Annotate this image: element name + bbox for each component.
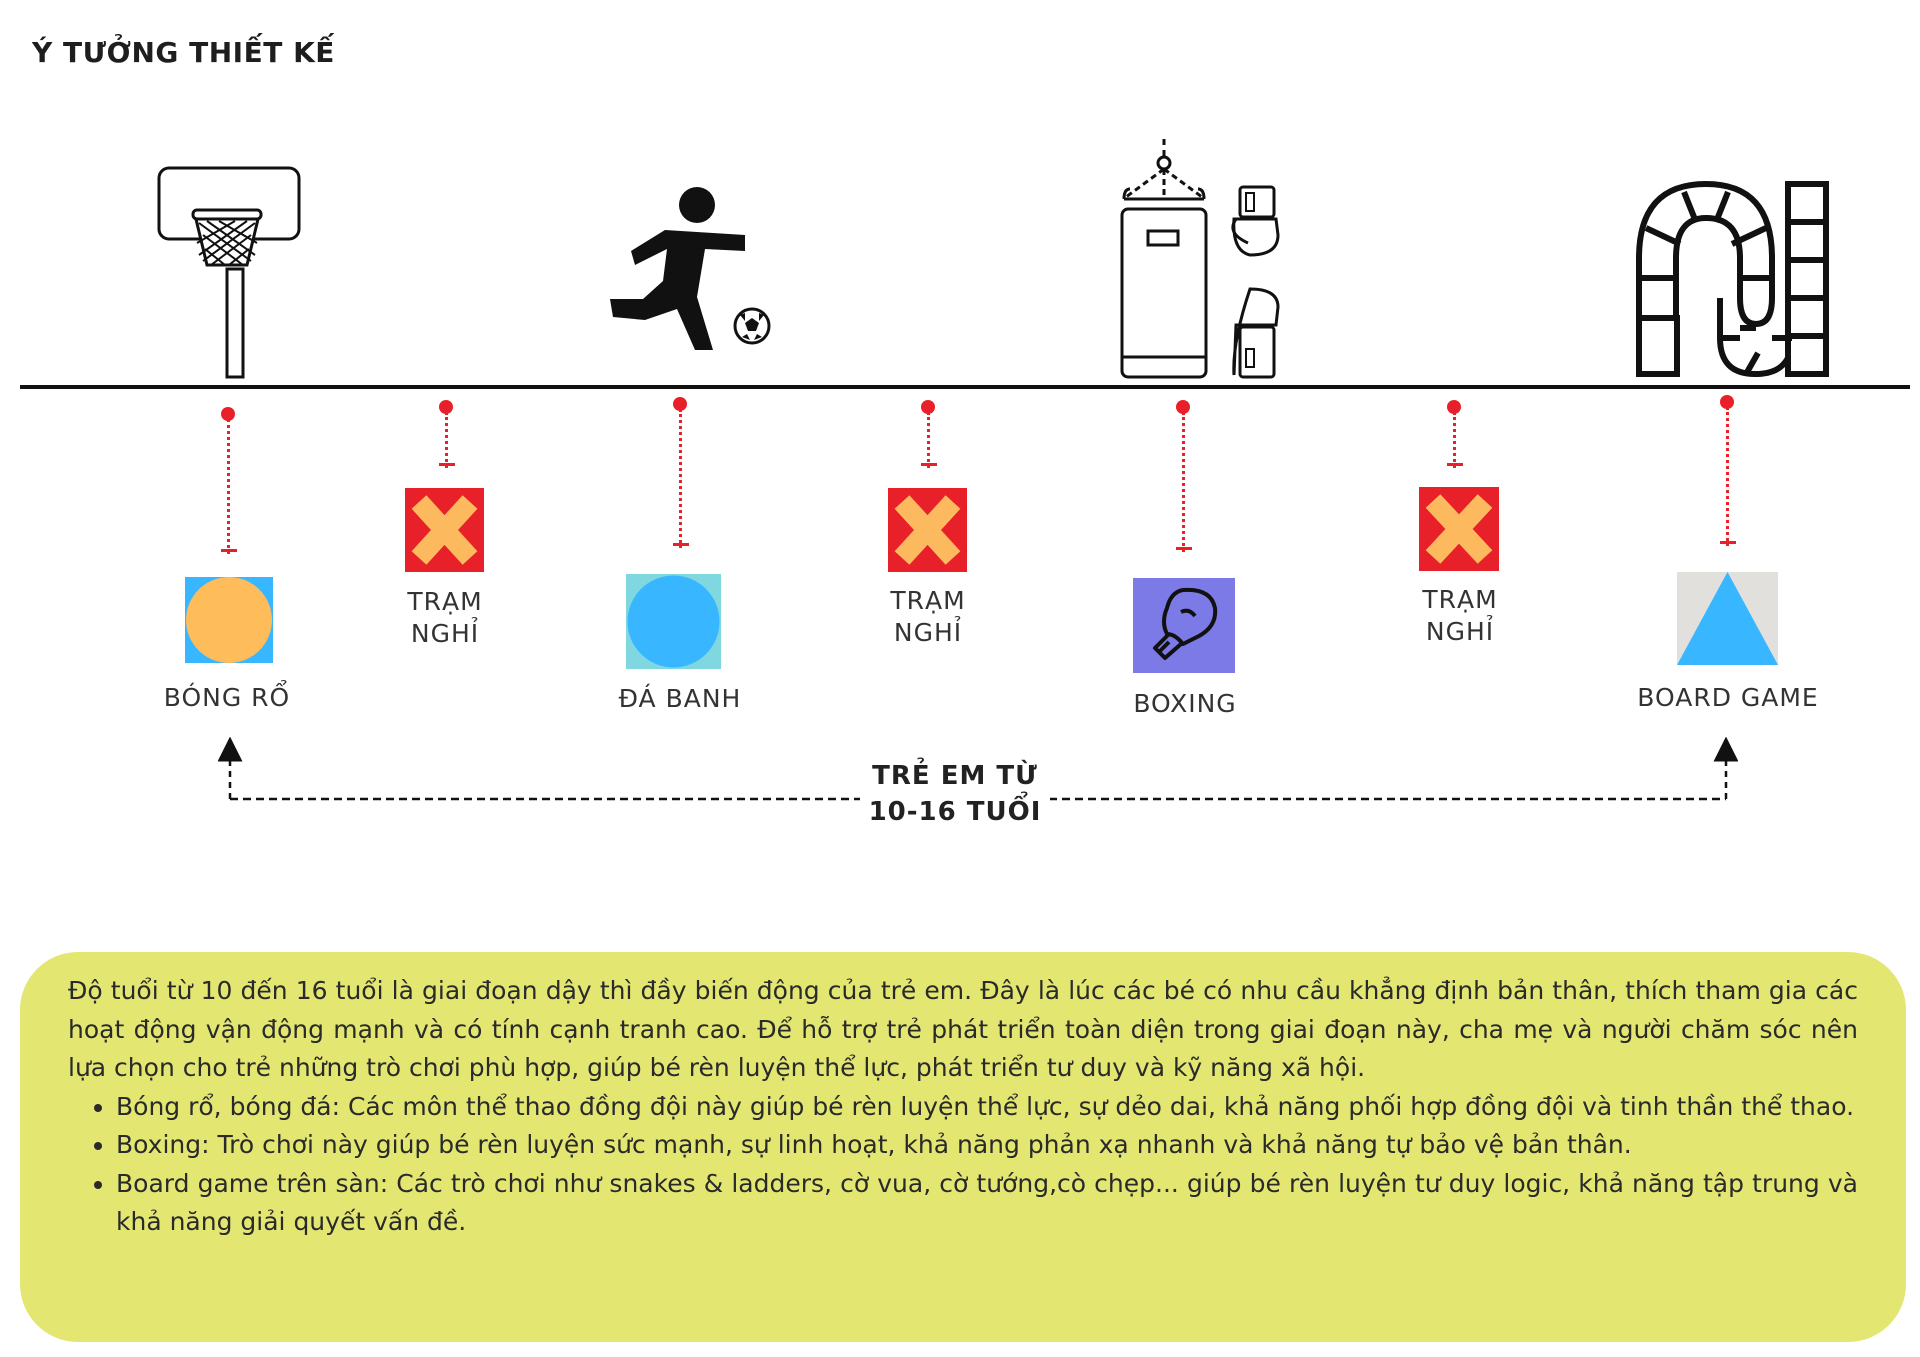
connector (437, 400, 457, 468)
connector (671, 397, 691, 548)
station-label-line: NGHỈ (1425, 617, 1495, 646)
station-label-line: NGHỈ (893, 618, 963, 647)
station-label: ĐÁ BANH (618, 684, 742, 713)
age-range-line: TRẺ EM TỪ (872, 761, 1038, 791)
description-bullet: • Boxing: Trò chơi này giúp bé rèn luyện sức mạnh, sự linh hoạt, khả năng phản xạ nhanh và khả năng tự bảo vệ bản thân. (116, 1126, 1858, 1165)
connector (1174, 400, 1194, 552)
rest-stop-tile (888, 488, 967, 572)
description-box (20, 952, 1906, 1342)
punching-bag-gloves-icon (1118, 135, 1290, 380)
station-label (848, 585, 1008, 649)
connector (919, 400, 939, 468)
connector (1718, 395, 1738, 546)
basketball-hoop-icon (155, 165, 305, 380)
station-label-line: TRẠM (1422, 585, 1498, 614)
timeline-line (20, 385, 1910, 389)
description-intro: Độ tuổi từ 10 đến 16 tuổi là giai đoạn dậy thì đầy biến động của trẻ em. Đây là lúc các bé có nhu cầu khẳng định bản thân, thích tham gia các hoạt động vận động mạnh và có tính cạnh tranh cao. Để hỗ trợ trẻ phát triển toàn diện trong giai đoạn này, cha mẹ và người chăm sóc nên lựa chọn cho trẻ những trò chơi phù hợp, giúp bé rèn luyện thể lực, phát triển tư duy và kỹ năng xã hội. (68, 976, 1858, 1082)
board-game-tile (1677, 572, 1778, 665)
description-bullet: • Bóng rổ, bóng đá: Các môn thể thao đồng đội này giúp bé rèn luyện thể lực, sự dẻo dai, khả năng phối hợp đồng đội và tinh thần thể thao. (116, 1088, 1858, 1127)
connector (1445, 400, 1465, 468)
rest-stop-tile (405, 488, 484, 572)
station-label: BOARD GAME (1637, 683, 1819, 712)
page-title: Ý TƯỞNG THIẾT KẾ (32, 36, 335, 69)
age-range-label (860, 758, 1050, 830)
soccer-tile (626, 574, 721, 669)
station-label-line: TRẠM (890, 586, 966, 615)
description-list (68, 1088, 1858, 1242)
rest-stop-tile (1419, 487, 1499, 571)
description-bullet: • Board game trên sàn: Các trò chơi như snakes & ladders, cờ vua, cờ tướng,cò chẹp... giúp bé rèn luyện tư duy logic, khả năng tập trung và khả năng giải quyết vấn đề. (116, 1165, 1858, 1242)
station-label: BÓNG RỔ (163, 683, 291, 712)
connector (219, 407, 239, 554)
station-label (365, 586, 525, 650)
basketball-tile (185, 577, 273, 663)
station-label-line: NGHỈ (410, 619, 480, 648)
soccer-player-icon (605, 185, 775, 350)
board-game-path-icon (1636, 178, 1830, 378)
station-label: BOXING (1133, 689, 1237, 718)
age-range-line: 10-16 TUỔI (868, 797, 1042, 827)
boxing-tile (1133, 578, 1235, 673)
station-label-line: TRẠM (407, 587, 483, 616)
station-label (1380, 584, 1540, 648)
